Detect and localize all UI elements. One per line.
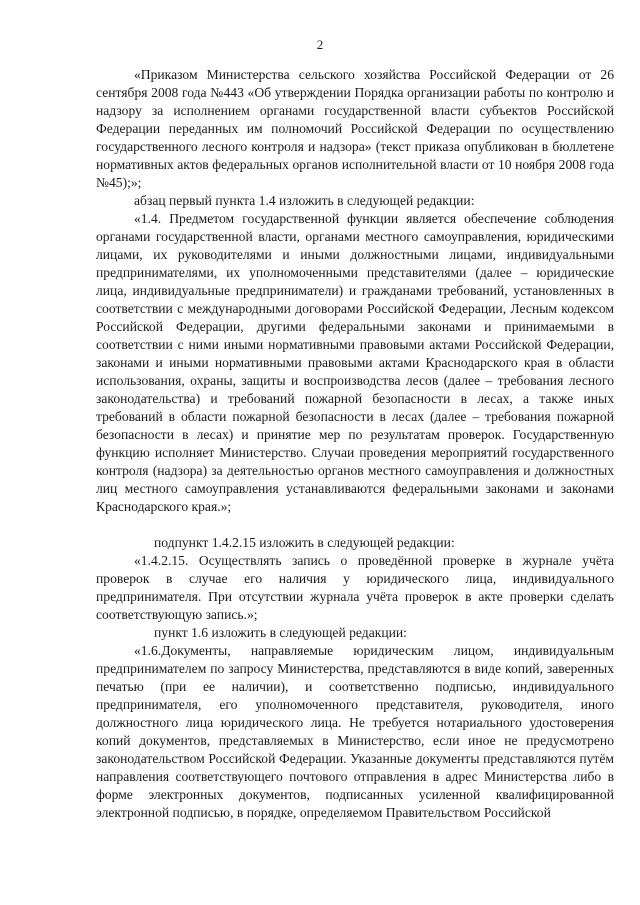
paragraph-item-1-4-text: «1.4. Предметом государственной функции является обеспечение соблюдения органами государственной власти, органами местного самоуправления, юридическими лицами, их руководителями и иными должностными лицами, индивидуальными предпринимателями, их уполномоченными представителями (далее – юридические лица, индивидуальные предприниматели) и гражданами требований, установленных в соответствии с международными договорами Российской Федерации, Лесным кодексом Российской Федерации, другими федеральными законами и принимаемыми в соответствии с ними иными нормативными правовыми актами Российской Федерации, законами и иными нормативными правовыми актами Краснодарского края в области использования, охраны, защиты и воспроизводства лесов (далее – требования лесного законодательства) и требований пожарной безопасности в лесах, а также иных требований в области пожарной безопасности в лесах (далее – требования пожарной безопасности в лесах) и принятие мер по результатам проверок. Государственную функцию исполняет Министерство. Случаи проведения мероприятий государственного контроля (надзора) за деятельностью органов местного самоуправления и должностных лиц местного самоуправления устанавливаются федеральными законами и законами Краснодарского края.»; <box>96 211 614 514</box>
paragraph-order-reference: «Приказом Министерства сельского хозяйства Российской Федерации от 26 сентября 2008 года №443 «Об утверждении Порядка организации работы по контролю и надзору за исполнением органами государственной власти субъектов Российской Федерации переданных им полномочий Российской Федерации по осуществлению государственного лесного контроля и надзора» (текст приказа опубликован в бюллетене нормативных актов федеральных органов исполнительной власти от 10 ноября 2008 года №45);»; <box>96 67 614 190</box>
paragraph-item-1-6-intro: пункт 1.6 изложить в следующей редакции: <box>154 625 407 640</box>
document-body <box>96 66 614 858</box>
paragraph-item-1-4-intro: абзац первый пункта 1.4 изложить в следующей редакции: <box>134 193 475 208</box>
page-number: 2 <box>316 37 324 52</box>
paragraph-subitem-1-4-2-15-intro: подпункт 1.4.2.15 изложить в следующей редакции: <box>154 535 455 550</box>
paragraph-item-1-6-text: «1.6.Документы, направляемые юридическим лицом, индивидуальным предпринимателем по запросу Министерства, представляются в виде копий, заверенных печатью (при ее наличии), и соответственно подписью, индивидуального предпринимателя, его уполномоченного представителя, руководителя, иного должностного лица юридического лица. Не требуется нотариального удостоверения копий документов, представляемых в Министерство, если иное не предусмотрено законодательством Российской Федерации. Указанные документы представляются путём направления соответствующего почтового отправления в адрес Министерства либо в форме электронных документов, подписанных усиленной квалифицированной электронной подписью, в порядке, определяемом Правительством Российской <box>96 643 614 820</box>
paragraph-subitem-1-4-2-15-text: «1.4.2.15. Осуществлять запись о проведённой проверке в журнале учёта проверок в случае его наличия у юридического лица, индивидуального предпринимателя. При отсутствии журнала учёта проверок в акте проверки сделать соответствующую запись.»; <box>96 553 614 622</box>
